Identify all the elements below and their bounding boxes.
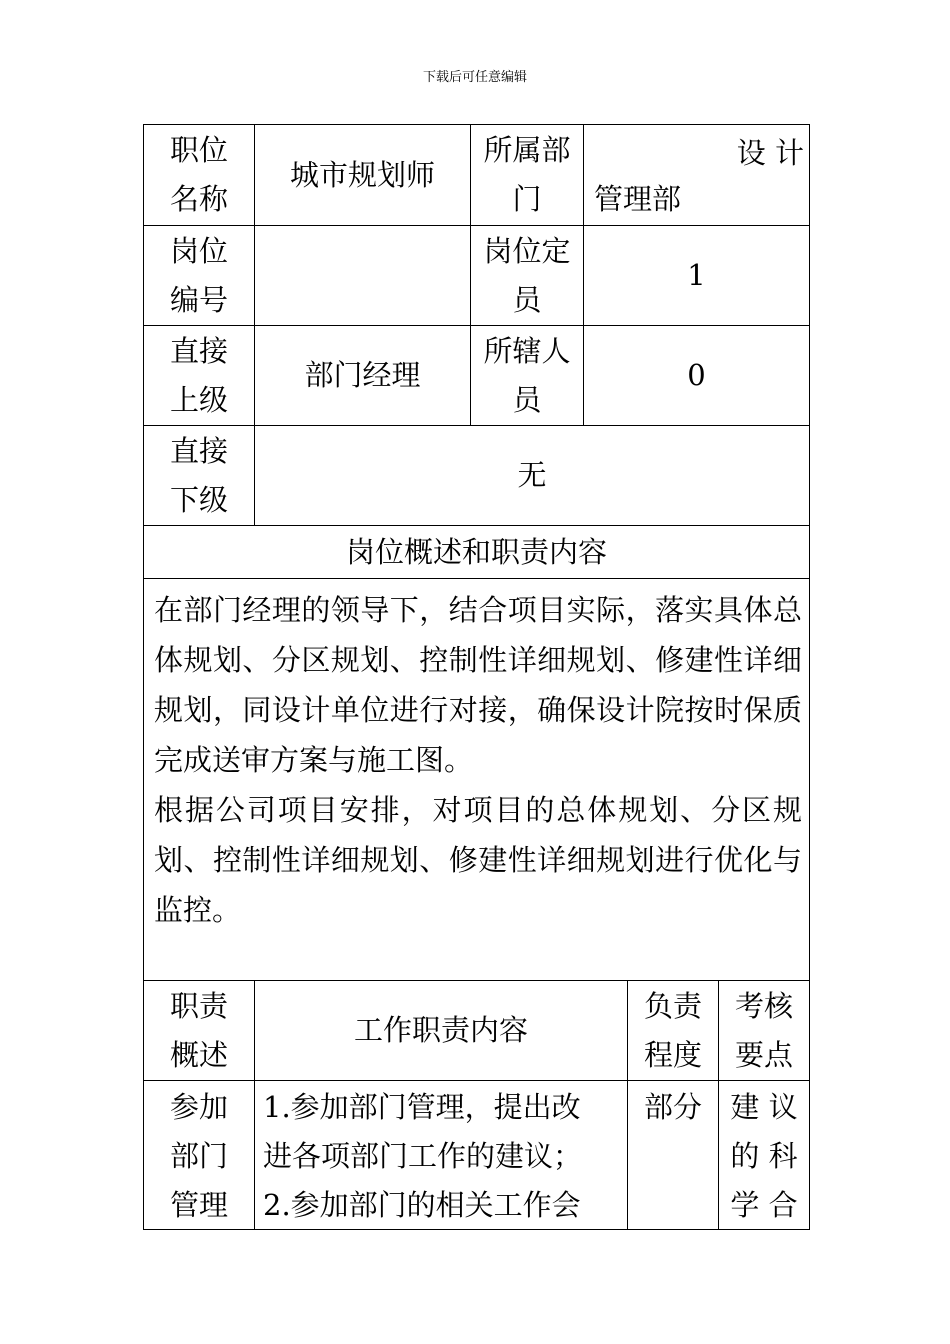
headcount-label: 岗位定 员 xyxy=(471,226,584,326)
duty-content-line: 2.参加部门的相关工作会 xyxy=(263,1188,581,1222)
duty-summary-cell: 参加 部门 管理 xyxy=(144,1081,255,1230)
position-code-value xyxy=(255,226,471,326)
position-code-label: 岗位 编号 xyxy=(144,226,255,326)
job-description-table xyxy=(143,124,810,1230)
assessment-points-header: 考核 要点 xyxy=(719,981,810,1081)
table-row xyxy=(144,579,810,981)
overview-paragraph: 根据公司项目安排，对项目的总体规划、分区规划、控制性详细规划、修建性详细规划进行优化与监控。 xyxy=(154,793,802,927)
section-title: 岗位概述和职责内容 xyxy=(144,526,810,579)
department-value xyxy=(584,125,810,226)
duty-content-line: 1.参加部门管理，提出改 xyxy=(263,1090,581,1124)
duty-summary-header: 职责 概述 xyxy=(144,981,255,1081)
direct-subordinate-label: 直接 下级 xyxy=(144,426,255,526)
subordinates-label: 所辖人 员 xyxy=(471,326,584,426)
department-label: 所属部 门 xyxy=(471,125,584,226)
headcount-value: 1 xyxy=(584,226,810,326)
table-row xyxy=(144,426,810,526)
overview-paragraph: 在部门经理的领导下，结合项目实际，落实具体总体规划、分区规划、控制性详细规划、修建性详细规划，同设计单位进行对接，确保设计院按时保质完成送审方案与施工图。 xyxy=(154,593,802,777)
responsibility-degree-header: 负责 程度 xyxy=(628,981,719,1081)
direct-subordinate-value: 无 xyxy=(255,426,810,526)
overview-text xyxy=(144,579,810,981)
table-row xyxy=(144,1081,810,1230)
subordinates-value: 0 xyxy=(584,326,810,426)
department-value-line2: 管理部 xyxy=(594,182,682,216)
position-name-value: 城市规划师 xyxy=(255,125,471,226)
table-row xyxy=(144,226,810,326)
table-row xyxy=(144,125,810,226)
department-value-line1: 设 计 xyxy=(736,136,804,170)
table-row xyxy=(144,981,810,1081)
responsibility-degree-cell: 部分 xyxy=(628,1081,719,1230)
duty-content-line: 进各项部门工作的建议； xyxy=(263,1139,583,1173)
direct-superior-label: 直接 上级 xyxy=(144,326,255,426)
duty-content-cell xyxy=(255,1081,628,1230)
direct-superior-value: 部门经理 xyxy=(255,326,471,426)
duty-content-header: 工作职责内容 xyxy=(255,981,628,1081)
table-row xyxy=(144,526,810,579)
assessment-points-cell: 建 议 的 科 学 合 xyxy=(719,1081,810,1230)
position-name-label: 职位 名称 xyxy=(144,125,255,226)
header-note: 下载后可任意编辑 xyxy=(422,70,527,85)
table-row xyxy=(144,326,810,426)
